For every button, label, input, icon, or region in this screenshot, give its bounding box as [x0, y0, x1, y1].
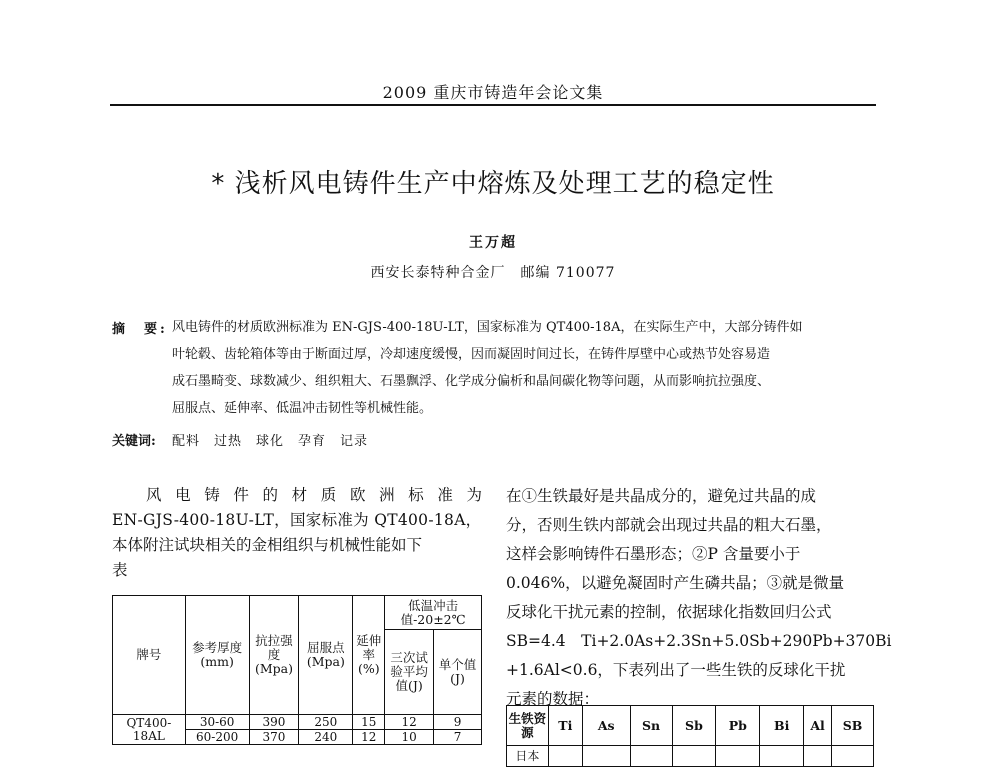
header-elongation: 延伸率(%) — [353, 596, 385, 715]
cell-impact-single: 9 — [434, 715, 482, 730]
header-tensile: 抗拉强度(Mpa) — [249, 596, 299, 715]
table-cell — [548, 746, 582, 767]
header-yield: 屈服点(Mpa) — [299, 596, 353, 715]
header-as: As — [582, 706, 630, 746]
body-line: 表 — [112, 561, 128, 579]
cell-tensile: 370 — [249, 730, 299, 745]
body-line: 本体附注试块相关的金相组织与机械性能如下 — [112, 536, 423, 554]
cell-grade: QT400-18AL — [113, 715, 186, 745]
header-pb: Pb — [716, 706, 760, 746]
table-row — [113, 715, 482, 730]
paper-title: * 浅析风电铸件生产中熔炼及处理工艺的稳定性 — [211, 169, 775, 199]
header-rule — [110, 104, 876, 106]
table-cell — [582, 746, 630, 767]
body-line: 反球化干扰元素的控制，依据球化指数回归公式 — [506, 603, 832, 621]
table-cell — [716, 746, 760, 767]
cell-impact-avg: 10 — [385, 730, 434, 745]
abstract-body — [172, 318, 882, 426]
cell-thickness: 60-200 — [185, 730, 249, 745]
header-bi: Bi — [760, 706, 804, 746]
body-line: EN-GJS-400-18U-LT，国家标准为 QT400-18A， — [112, 511, 482, 529]
right-column — [506, 484, 892, 716]
abstract-line: 叶轮毂、齿轮箱体等由于断面过厚，冷却速度缓慢，因而凝固时间过长，在铸件厚壁中心或热节处容易造 — [172, 347, 771, 362]
body-line: 0.046%，以避免凝固时产生磷共晶；③就是微量 — [506, 574, 845, 592]
header-al: Al — [804, 706, 832, 746]
body-line: 这样会影响铸件石墨形态；②P 含量要小于 — [506, 545, 801, 563]
abstract-line: 屈服点、延伸率、低温冲击韧性等机械性能。 — [172, 401, 433, 416]
abstract-label: 摘 要: — [112, 322, 168, 337]
header-thickness: 参考厚度(mm) — [185, 596, 249, 715]
table-cell — [832, 746, 874, 767]
table-cell — [630, 746, 672, 767]
body-line: 分，否则生铁内部就会出现过共晶的粗大石墨， — [506, 516, 832, 534]
keywords-label: 关键词: — [112, 434, 156, 449]
table-cell — [672, 746, 716, 767]
cell-thickness: 30-60 — [185, 715, 249, 730]
abstract-line: 成石墨畸变、球数减少、组织粗大、石墨飘浮、化学成分偏析和晶间碳化物等问题，从而影响抗拉强度、 — [172, 374, 771, 389]
body-line: 在①生铁最好是共晶成分的，避免过共晶的成 — [506, 487, 817, 505]
cell-tensile: 390 — [249, 715, 299, 730]
table-row — [507, 746, 874, 767]
header-impact-single: 单个值(J) — [434, 630, 482, 715]
abstract-line: 风电铸件的材质欧洲标准为 EN-GJS-400-18U-LT，国家标准为 QT400-18A，在实际生产中，大部分铸件如 — [172, 320, 803, 335]
header-ti: Ti — [548, 706, 582, 746]
left-column — [112, 484, 484, 584]
table-cell — [804, 746, 832, 767]
keywords-text: 配料 过热 球化 孕育 记录 — [172, 434, 369, 449]
mechanical-property-table — [112, 595, 482, 745]
cell-yield: 250 — [299, 715, 353, 730]
header-grade: 牌号 — [113, 596, 186, 715]
cell-source: 日本 — [507, 746, 549, 767]
element-table — [506, 705, 874, 767]
header-impact-avg: 三次试验平均值(J) — [385, 630, 434, 715]
header-sb-index: SB — [832, 706, 874, 746]
header-sn: Sn — [630, 706, 672, 746]
body-line: 元素的数据： — [506, 690, 600, 708]
formula-line: SB=4.4 Ti+2.0As+2.3Sn+5.0Sb+290Pb+370Bi — [506, 632, 892, 650]
author-name: 王万超 — [469, 235, 517, 251]
cell-yield: 240 — [299, 730, 353, 745]
running-header: 2009 重庆市铸造年会论文集 — [382, 83, 604, 102]
body-line: 风电铸件的材质欧洲标准为 — [146, 486, 484, 504]
cell-impact-single: 7 — [434, 730, 482, 745]
header-source: 生铁资源 — [507, 706, 549, 746]
cell-elongation: 15 — [353, 715, 385, 730]
table-cell — [760, 746, 804, 767]
cell-elongation: 12 — [353, 730, 385, 745]
body-line: +1.6Al<0.6，下表列出了一些生铁的反球化干扰 — [506, 661, 846, 679]
header-sb: Sb — [672, 706, 716, 746]
author-affiliation: 西安长泰特种合金厂 邮编 710077 — [370, 265, 616, 281]
header-impact-group: 低温冲击值-20±2℃ — [385, 596, 482, 630]
cell-impact-avg: 12 — [385, 715, 434, 730]
